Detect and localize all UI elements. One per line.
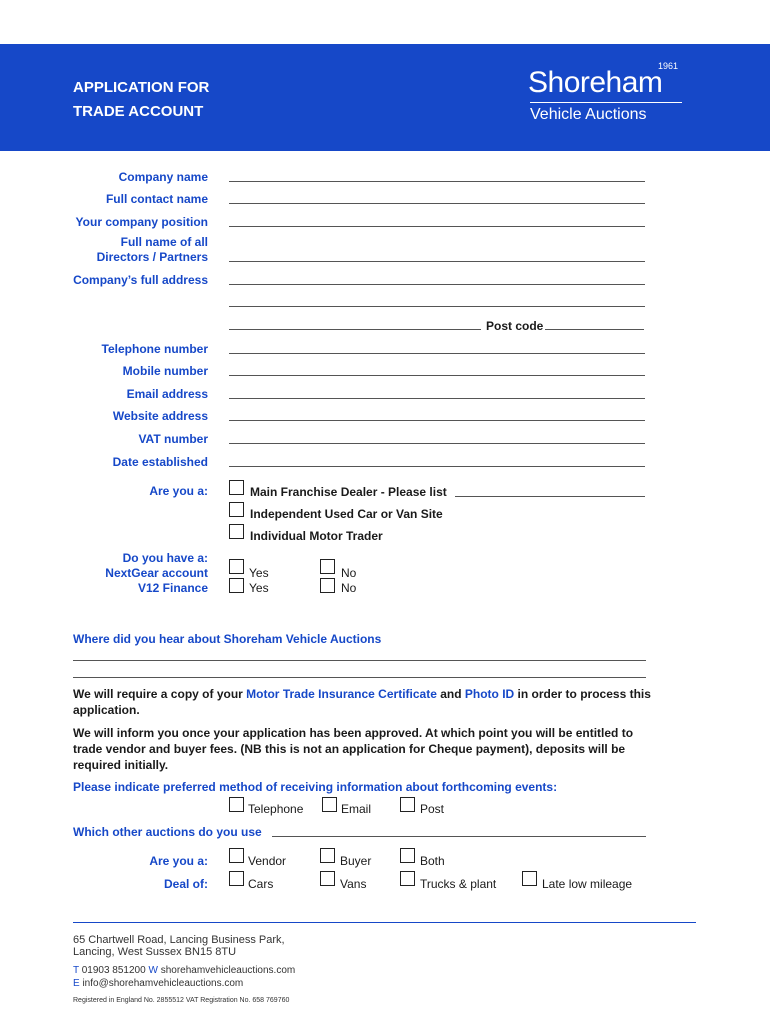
trucks-plant-label: Trucks & plant [420, 877, 497, 891]
photo-id-text: Photo ID [464, 687, 515, 701]
vendor-checkbox[interactable] [229, 848, 244, 863]
preferred-method-label: Please indicate preferred method of receiving information about forthcoming events: [73, 780, 558, 794]
cars-checkbox[interactable] [229, 871, 244, 886]
nextgear-yes-checkbox[interactable] [229, 559, 244, 574]
logo-divider [530, 102, 682, 103]
email-checkbox[interactable] [322, 797, 337, 812]
website-field[interactable] [229, 420, 645, 421]
requirement-text-2: in order to process this application. [73, 687, 651, 717]
late-low-mileage-checkbox[interactable] [522, 871, 537, 886]
mobile-field[interactable] [229, 375, 645, 376]
company-address-label: Company’s full address [73, 273, 208, 287]
company-position-label: Your company position [75, 215, 208, 229]
cars-label: Cars [248, 877, 274, 891]
telephone-option-label: Telephone [248, 802, 304, 816]
nextgear-yes-label: Yes [249, 566, 269, 580]
late-low-mileage-label: Late low mileage [542, 877, 633, 891]
email-option-label: Email [341, 802, 372, 816]
independent-site-label: Independent Used Car or Van Site [250, 507, 443, 521]
vat-label: VAT number [138, 432, 208, 446]
vendor-label: Vendor [248, 854, 287, 868]
requirement-and: and [436, 687, 465, 701]
requirement-paragraph [73, 686, 651, 718]
company-name-label: Company name [118, 170, 208, 184]
address-field-3[interactable] [229, 329, 481, 330]
business-type-label: Are you a: [149, 484, 208, 498]
franchise-dealer-label: Main Franchise Dealer - Please list [250, 485, 447, 499]
company-name-field[interactable] [229, 181, 645, 182]
both-checkbox[interactable] [400, 848, 415, 863]
vat-field[interactable] [229, 443, 645, 444]
logo-name: Shoreham [528, 66, 663, 99]
individual-trader-checkbox[interactable] [229, 524, 244, 539]
title-line-1: APPLICATION FOR [73, 79, 210, 96]
footer-email-line [73, 978, 243, 989]
deal-of-label: Deal of: [163, 877, 208, 891]
vans-label: Vans [340, 877, 367, 891]
independent-site-checkbox[interactable] [229, 502, 244, 517]
telephone-checkbox[interactable] [229, 797, 244, 812]
requirement-text-1: We will require a copy of your [73, 687, 247, 701]
footer-address-1: 65 Chartwell Road, Lancing Business Park, [73, 934, 285, 946]
telephone-field[interactable] [229, 353, 645, 354]
footer-phone: 01903 851200 [81, 965, 146, 976]
footer-website-link[interactable]: shorehamvehicleauctions.com [160, 965, 296, 976]
nextgear-no-checkbox[interactable] [320, 559, 335, 574]
footer-email-link[interactable]: info@shorehamvehicleauctions.com [82, 978, 244, 989]
both-label: Both [420, 854, 445, 868]
inform-paragraph: We will inform you once your application has been approved. At which point you will be entitled to trade vendor and buyer fees. (NB this is not an application for Cheque payment), deposits will be required initially. [73, 726, 634, 772]
footer-divider [73, 922, 696, 923]
v12-label: V12 Finance [137, 581, 208, 595]
post-code-field[interactable] [545, 329, 644, 330]
directors-field[interactable] [229, 261, 645, 262]
date-established-label: Date established [112, 455, 208, 469]
v12-no-label: No [341, 581, 357, 595]
logo-year: 1961 [658, 61, 679, 71]
email-field[interactable] [229, 398, 645, 399]
mobile-label: Mobile number [122, 364, 208, 378]
do-you-have-label: Do you have a: [122, 551, 208, 565]
franchise-list-field[interactable] [455, 496, 645, 497]
company-position-field[interactable] [229, 226, 645, 227]
post-code-label: Post code [486, 319, 544, 333]
registration-text: Registered in England No. 2855512 VAT Registration No. 658 769760 [73, 997, 290, 1004]
v12-no-checkbox[interactable] [320, 578, 335, 593]
v12-yes-checkbox[interactable] [229, 578, 244, 593]
other-auctions-label: Which other auctions do you use [73, 825, 262, 839]
nextgear-label: NextGear account [105, 566, 208, 580]
directors-label-1: Full name of all [120, 235, 208, 249]
date-established-field[interactable] [229, 466, 645, 467]
post-option-label: Post [420, 802, 445, 816]
directors-label-2: Directors / Partners [96, 250, 208, 264]
individual-trader-label: Individual Motor Trader [250, 529, 383, 543]
franchise-dealer-checkbox[interactable] [229, 480, 244, 495]
telephone-label: Telephone number [101, 342, 208, 356]
hear-about-field-2[interactable] [73, 677, 646, 678]
full-contact-name-field[interactable] [229, 203, 645, 204]
page-title [73, 76, 373, 124]
post-checkbox[interactable] [400, 797, 415, 812]
footer-contact-line [73, 965, 295, 976]
web-prefix: W [148, 965, 158, 976]
role-label: Are you a: [149, 854, 208, 868]
logo-subtitle: Vehicle Auctions [530, 106, 647, 123]
email-label: Email address [126, 387, 208, 401]
title-line-2: TRADE ACCOUNT [73, 103, 204, 120]
buyer-checkbox[interactable] [320, 848, 335, 863]
other-auctions-field[interactable] [272, 836, 646, 837]
insurance-certificate-text: Motor Trade Insurance Certificate [246, 687, 437, 701]
address-field-2[interactable] [229, 306, 645, 307]
buyer-label: Buyer [340, 854, 372, 868]
hear-about-field-1[interactable] [73, 660, 646, 661]
trucks-plant-checkbox[interactable] [400, 871, 415, 886]
address-field-1[interactable] [229, 284, 645, 285]
email-prefix: E [73, 978, 80, 989]
vans-checkbox[interactable] [320, 871, 335, 886]
v12-yes-label: Yes [249, 581, 269, 595]
hear-about-label: Where did you hear about Shoreham Vehicle Auctions [73, 632, 382, 646]
nextgear-no-label: No [341, 566, 357, 580]
phone-prefix: T [73, 965, 79, 976]
footer-address-2: Lancing, West Sussex BN15 8TU [73, 946, 237, 958]
full-contact-name-label: Full contact name [105, 192, 208, 206]
website-label: Website address [112, 409, 208, 423]
